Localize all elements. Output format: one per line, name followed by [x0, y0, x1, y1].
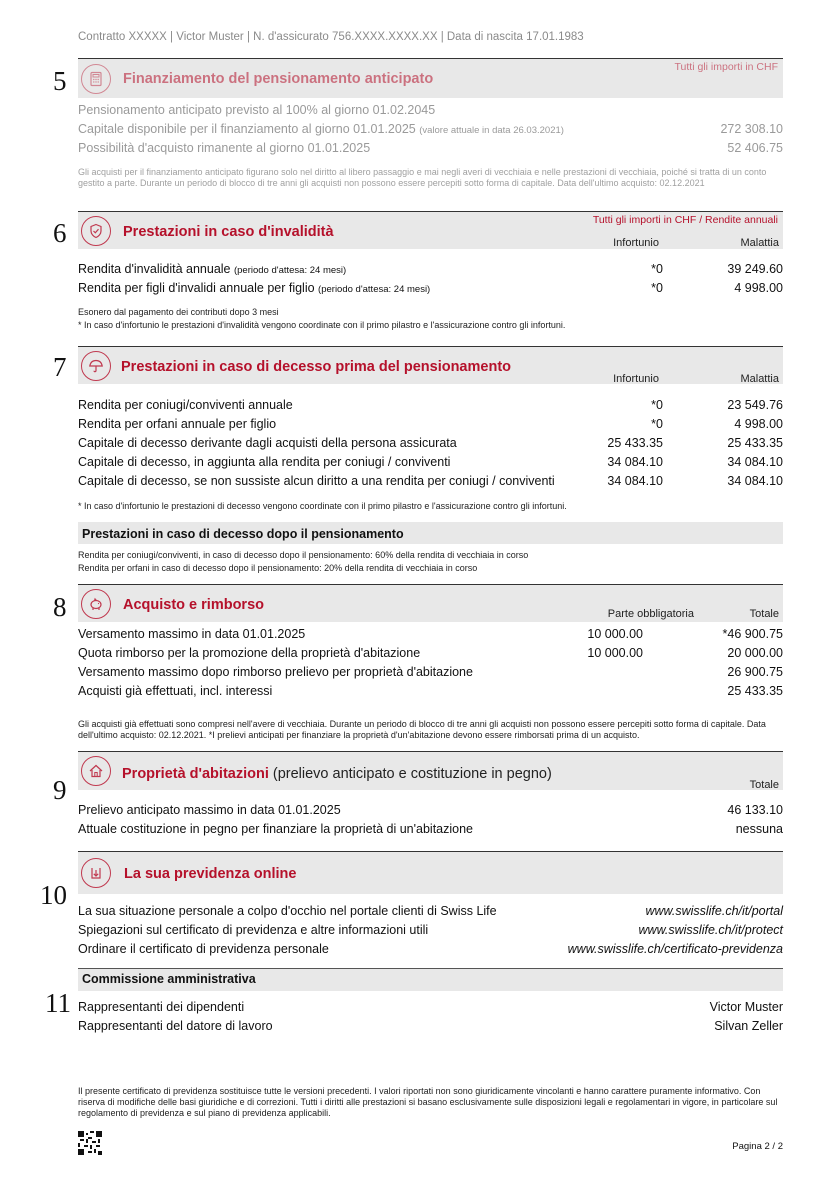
- section-6-title: Prestazioni in caso d'invalidità: [123, 224, 334, 240]
- subsection-line: Rendita per coniugi/conviventi, in caso di decesso dopo il pensionamento: 60% della rendita di vecchiaia in corso: [78, 550, 529, 560]
- column-header-malattia: Malattia: [740, 373, 779, 385]
- table-row: Capitale di decesso, se non sussiste alcun diritto a una rendita per coniugi / conviventi 34 084.10 34 084.10: [78, 474, 783, 488]
- table-row: Rendita per coniugi/conviventi annuale *0 23 549.76: [78, 398, 783, 412]
- column-header-infortunio: Infortunio: [613, 237, 659, 249]
- section-8-title: Acquisto e rimborso: [123, 597, 264, 613]
- table-row: Versamento massimo in data 01.01.2025 10 000.00 *46 900.75: [78, 627, 783, 641]
- column-header-infortunio: Infortunio: [613, 373, 659, 385]
- subsection-line: Rendita per orfani in caso di decesso dopo il pensionamento: 20% della rendita di vecchiaia in corso: [78, 563, 478, 573]
- table-row: Rendita d'invalidità annuale (periodo d'attesa: 24 mesi) *0 39 249.60: [78, 262, 783, 276]
- section-6-footnote-1: Esonero dal pagamento dei contributi dopo 3 mesi: [78, 307, 279, 317]
- section-10-title: La sua previdenza online: [124, 866, 297, 882]
- section-9-title: Proprietà d'abitazioni (prelievo anticipato e costituzione in pegno): [122, 766, 552, 782]
- section-8-footnote: Gli acquisti già effettuati sono compresi nell'avere di vecchiaia. Durante un periodo di blocco di tre anni gli acquisti non possono essere percepiti sotto forma di capitale. Data dell'ultimo acquisto: 02.12.2021. *I prelievi anticipati per finanziare la proprietà d'un'abitazione devono essere rimborsati prima di un acquisto.: [78, 719, 766, 740]
- table-row: Capitale disponibile per il finanziamento al giorno 01.01.2025 (valore attuale in data 26.03.2021) 272 308.10: [78, 122, 783, 136]
- table-row: Capitale di decesso, in aggiunta alla rendita per coniugi / conviventi 34 084.10 34 084.10: [78, 455, 783, 469]
- table-row: Possibilità d'acquisto rimanente al giorno 01.01.2025 52 406.75: [78, 141, 783, 155]
- page-number: Pagina 2 / 2: [732, 1141, 783, 1152]
- section-number-8: 8: [53, 592, 67, 622]
- table-row: Capitale di decesso derivante dagli acquisti della persona assicurata 25 433.35 25 433.35: [78, 436, 783, 450]
- section-7-footnote: * In caso d'infortunio le prestazioni di decesso vengono coordinate con il primo pilastro e l'assicurazione contro gli infortuni.: [78, 501, 567, 511]
- table-row: Rendita per orfani annuale per figlio *0 4 998.00: [78, 417, 783, 431]
- section-7-title: Prestazioni in caso di decesso prima del pensionamento: [121, 359, 511, 375]
- section-6-footnote-2: * In caso d'infortunio le prestazioni d'invalidità vengono coordinate con il primo pilastro e l'assicurazione contro gli infortuni.: [78, 320, 566, 330]
- section-5-note: Tutti gli importi in CHF: [674, 61, 778, 73]
- column-header-parte-obbligatoria: Parte obbligatoria: [607, 608, 694, 620]
- table-row: Quota rimborso per la promozione della proprietà d'abitazione 10 000.00 20 000.00: [78, 646, 783, 660]
- section-number-5: 5: [53, 66, 67, 96]
- column-header-malattia: Malattia: [740, 237, 779, 249]
- subsection-title: Prestazioni in caso di decesso dopo il pensionamento: [82, 527, 404, 541]
- footer-disclaimer: Il presente certificato di previdenza sostituisce tutte le versioni precedenti. I valori riportati non sono giuridicamente vincolanti e hanno carattere puramente informativo. Con riserva di modifiche delle basi giuridiche e di correzioni. Tutti i diritti alle prestazioni si basano esclusivamente sulle disposizioni legali e regolamentari in vigore, in particolare sul regolamento di previdenza e sul piano di previdenza applicabili.: [78, 1086, 778, 1118]
- table-row: Rendita per figli d'invalidi annuale per figlio (periodo d'attesa: 24 mesi) *0 4 998.00: [78, 281, 783, 295]
- column-header-totale: Totale: [749, 608, 779, 620]
- piggy-bank-icon: [81, 589, 111, 619]
- table-row: Acquisti già effettuati, incl. interessi 25 433.35: [78, 684, 783, 698]
- table-row: Pensionamento anticipato previsto al 100% al giorno 01.02.2045: [78, 103, 436, 117]
- section-number-9: 9: [53, 775, 67, 805]
- section-number-6: 6: [53, 218, 67, 248]
- calculator-icon: [81, 64, 111, 94]
- table-row: Spiegazioni sul certificato di previdenza e altre informazioni utili www.swisslife.ch/it/protect: [78, 923, 783, 937]
- table-row: Rappresentanti del datore di lavoro Silvan Zeller: [78, 1019, 783, 1033]
- table-row: Rappresentanti dei dipendenti Victor Muster: [78, 1000, 783, 1014]
- section-6-note: Tutti gli importi in CHF / Rendite annuali: [592, 214, 778, 226]
- section-number-10: 10: [40, 880, 67, 910]
- house-icon: [81, 756, 111, 786]
- table-row: Prelievo anticipato massimo in data 01.01.2025 46 133.10: [78, 803, 783, 817]
- column-header-totale: Totale: [749, 779, 779, 791]
- qr-code-icon: [78, 1131, 102, 1155]
- download-icon: [81, 858, 111, 888]
- section-number-11: 11: [45, 988, 71, 1018]
- document-header: Contratto XXXXX | Victor Muster | N. d'assicurato 756.XXXX.XXXX.XX | Data di nascita 17.01.1983: [78, 31, 584, 43]
- certificate-link[interactable]: www.swisslife.ch/certificato-previdenza: [567, 942, 783, 956]
- table-row: La sua situazione personale a colpo d'occhio nel portale clienti di Swiss Life www.swisslife.ch/it/portal: [78, 904, 783, 918]
- section-number-7: 7: [53, 352, 67, 382]
- section-5-footnote: Gli acquisti per il finanziamento anticipato figurano solo nel diritto al libero passaggio e mai negli averi di vecchiaia e nelle prestazioni di vecchiaia, poiché si tratta di un conto gestito a parte. Durante un periodo di blocco di tre anni gli acquisti non possono essere percepiti sotto forma di capitale. Data dell'ultimo acquisto: 02.12.2021: [78, 167, 767, 188]
- section-5-title: Finanziamento del pensionamento anticipato: [123, 71, 434, 87]
- umbrella-icon: [81, 351, 111, 381]
- shield-check-icon: [81, 216, 111, 246]
- table-row: Versamento massimo dopo rimborso prelievo per proprietà d'abitazione 26 900.75: [78, 665, 783, 679]
- portal-link[interactable]: www.swisslife.ch/it/portal: [645, 904, 783, 918]
- table-row: Ordinare il certificato di previdenza personale www.swisslife.ch/certificato-previdenza: [78, 942, 783, 956]
- protect-link[interactable]: www.swisslife.ch/it/protect: [638, 923, 783, 937]
- section-11-title: Commissione amministrativa: [82, 972, 256, 986]
- table-row: Attuale costituzione in pegno per finanziare la proprietà di un'abitazione nessuna: [78, 822, 783, 836]
